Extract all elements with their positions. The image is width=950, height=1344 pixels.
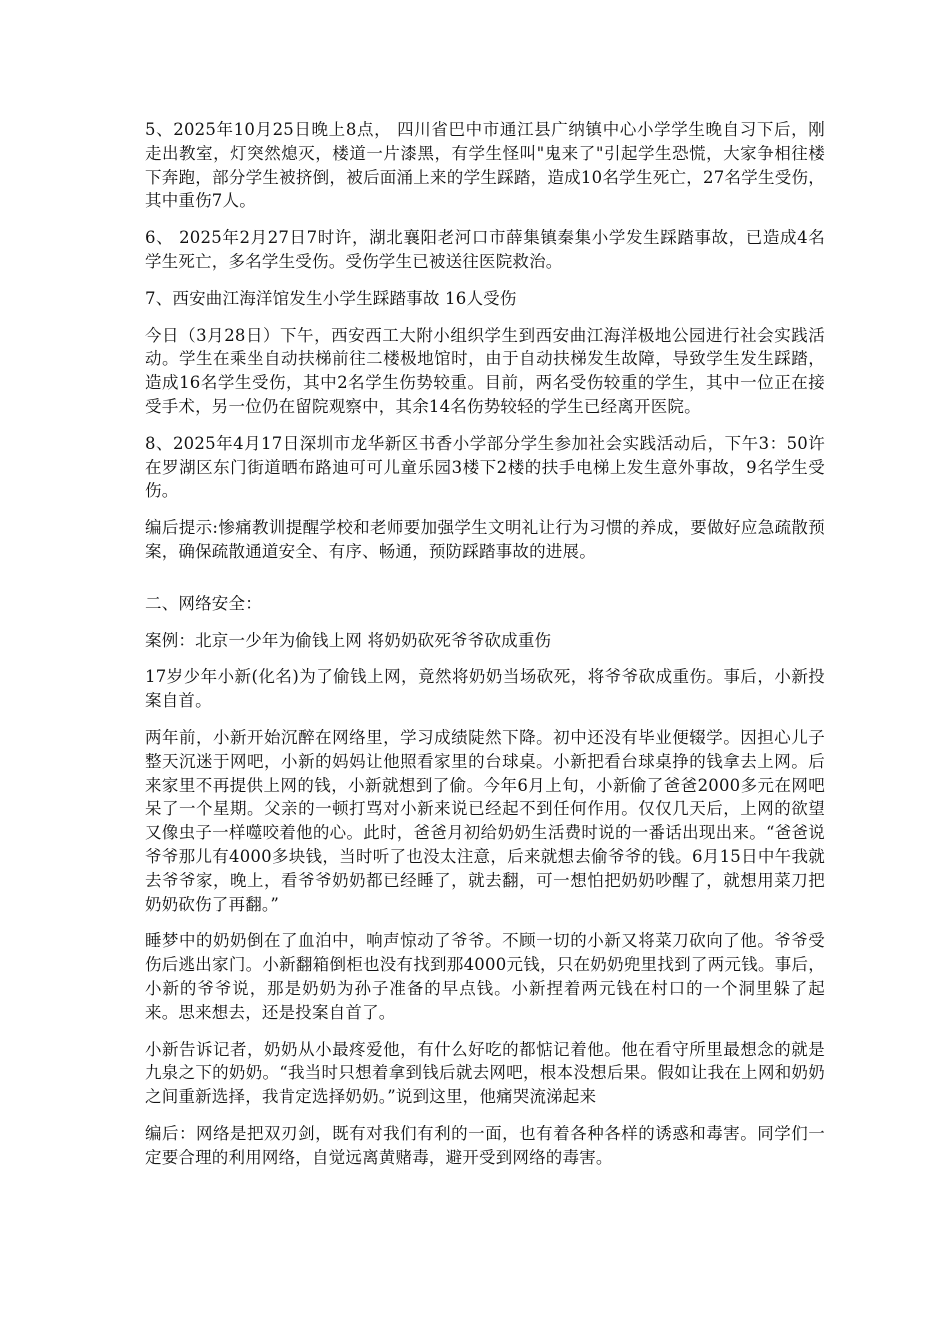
paragraph-case-6: 6、 2025年2月27日7时许，湖北襄阳老河口市薛集镇秦集小学发生踩踏事故，已造成4名学生死亡，多名学生受伤。受伤学生已被送往医院救治。 bbox=[145, 228, 825, 271]
paragraph-editor-note-1: 编后提示:惨痛教训提醒学校和老师要加强学生文明礼让行为习惯的养成，要做好应急疏散预案，确保疏散通道安全、有序、畅通，预防踩踏事故的进展。 bbox=[145, 518, 825, 561]
paragraph-case-8: 8、2025年4月17日深圳市龙华新区书香小学部分学生参加社会实践活动后，下午3：50许在罗湖区东门街道晒布路迪可可儿童乐园3楼下2楼的扶手电梯上发生意外事故，9名学生受伤。 bbox=[145, 433, 825, 501]
paragraph-case-5: 5、2025年10月25日晚上8点， 四川省巴中市通江县广纳镇中心小学学生晚自习下后，刚走出教室，灯突然熄灭，楼道一片漆黑，有学生怪叫"鬼来了"引起学生恐慌，大家争相往楼下奔跑，部分学生被挤倒，被后面涌上来的学生踩踏，造成10名学生死亡，27名学生受伤，其中重伤7人。 bbox=[145, 120, 825, 211]
paragraph-case-background: 两年前，小新开始沉醉在网络里，学习成绩陡然下降。初中还没有毕业便辍学。因担心儿子整天沉迷于网吧，小新的妈妈让他照看家里的台球桌。小新把看台球桌挣的钱拿去上网。后来家里不再提供上网的钱，小新就想到了偷。今年6月上旬，小新偷了爸爸2000多元在网吧呆了一个星期。父亲的一顿打骂对小新来说已经起不到任何作用。仅仅几天后，上网的欲望又像虫子一样噬咬着他的心。此时，爸爸月初给奶奶生活费时说的一番话出现出来。“爸爸说爷爷那儿有4000多块钱，当时听了也没太注意，后来就想去偷爷爷的钱。6月15日中午我就去爷爷家，晚上，看爷爷奶奶都已经睡了，就去翻，可一想怕把奶奶吵醒了，就想用菜刀把奶奶砍伤了再翻。” bbox=[145, 727, 825, 914]
paragraph-case-7-title: 7、西安曲江海洋馆发生小学生踩踏事故 16人受伤 bbox=[145, 288, 517, 308]
paragraph-case-interview: 小新告诉记者，奶奶从小最疼爱他，有什么好吃的都惦记着他。他在看守所里最想念的就是九泉之下的奶奶。“我当时只想着拿到钱后就去网吧，根本没想后果。假如让我在上网和奶奶之间重新选择，我肯定选择奶奶。”说到这里，他痛哭流涕起来 bbox=[145, 1039, 825, 1107]
paragraph-case-7-body: 今日（3月28日）下午，西安西工大附小组织学生到西安曲江海洋极地公园进行社会实践活动。学生在乘坐自动扶梯前往二楼极地馆时，由于自动扶梯发生故障，导致学生发生踩踏，造成16名学生受伤，其中2名学生伤势较重。目前，两名受伤较重的学生，其中一位正在接受手术，另一位仍在留院观察中，其余14名伤势较轻的学生已经离开医院。 bbox=[145, 325, 825, 416]
paragraph-case-intro: 17岁少年小新(化名)为了偷钱上网，竟然将奶奶当场砍死，将爷爷砍成重伤。事后，小新投案自首。 bbox=[145, 667, 825, 711]
paragraph-case-incident: 睡梦中的奶奶倒在了血泊中，响声惊动了爷爷。不顾一切的小新又将菜刀砍向了他。爷爷受伤后逃出家门。小新翻箱倒柜也没有找到那4000元钱，只在奶奶兜里找到了两元钱。事后，小新的爷爷说，那是奶奶为孙子准备的早点钱。小新捏着两元钱在村口的一个洞里躲了起来。思来想去，还是投案自首了。 bbox=[145, 931, 825, 1022]
section-heading-network-safety: 二、网络安全： bbox=[145, 593, 262, 613]
document-body bbox=[145, 118, 825, 1182]
paragraph-editor-note-2: 编后：网络是把双刃剑，既有对我们有利的一面，也有着各种各样的诱惑和毒害。同学们一定要合理的利用网络，自觉远离黄赌毒，避开受到网络的毒害。 bbox=[145, 1123, 825, 1167]
paragraph-case-title: 案例：北京一少年为偷钱上网 将奶奶砍死爷爷砍成重伤 bbox=[145, 630, 552, 650]
